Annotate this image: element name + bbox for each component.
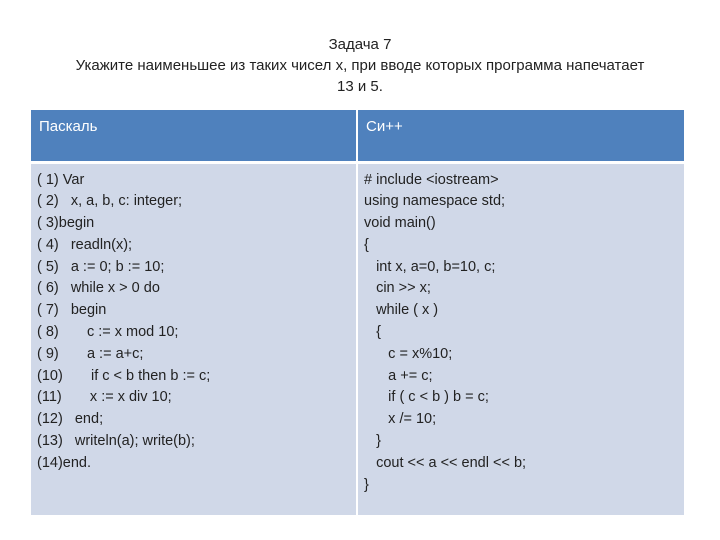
table-header-row: [31, 110, 684, 162]
cpp-line: int x, a=0, b=10, c;: [364, 258, 496, 275]
pascal-line: (13) writeln(a); write(b);: [37, 433, 195, 450]
cpp-code-cell: [357, 162, 684, 515]
pascal-line: ( 9) a := a+c;: [37, 345, 144, 362]
cpp-line: }: [364, 433, 381, 450]
cpp-line: if ( c < b ) b = c;: [364, 389, 489, 406]
pascal-line: ( 2) x, a, b, c: integer;: [37, 193, 183, 210]
pascal-line: (10) if c < b then b := c;: [37, 367, 211, 384]
cpp-line: # include <iostream>: [364, 171, 499, 188]
cpp-line: x /= 10;: [364, 411, 437, 428]
cpp-line: }: [364, 476, 369, 493]
task-question-line-1: Укажите наименьшее из таких чисел x, при вводе которых программа напечатает: [75, 57, 645, 74]
header-pascal: Паскаль: [31, 110, 357, 162]
pascal-line: ( 3)begin: [37, 215, 95, 232]
pascal-line: ( 8) c := x mod 10;: [37, 324, 179, 341]
cpp-line: {: [364, 236, 369, 253]
task-number: Задача 7: [328, 36, 392, 53]
pascal-line: (14)end.: [37, 454, 92, 471]
cpp-line: {: [364, 324, 381, 341]
cpp-line: using namespace std;: [364, 193, 506, 210]
cpp-line: while ( x ): [364, 302, 439, 319]
pascal-line: ( 5) a := 0; b := 10;: [37, 258, 165, 275]
pascal-line: ( 1) Var: [37, 171, 85, 188]
pascal-line: (11) x := x div 10;: [37, 389, 172, 406]
cpp-line: c = x%10;: [364, 345, 453, 362]
task-question-line-2: 13 и 5.: [337, 78, 383, 95]
code-comparison-table: [31, 110, 684, 515]
cpp-line: void main(): [364, 215, 436, 232]
pascal-line: ( 7) begin: [37, 302, 107, 319]
pascal-line: (12) end;: [37, 411, 104, 428]
pascal-code-cell: [31, 162, 357, 515]
cpp-line: cin >> x;: [364, 280, 431, 297]
table-row: [31, 162, 684, 515]
header-cpp: Си++: [357, 110, 684, 162]
pascal-line: ( 4) readln(x);: [37, 236, 133, 253]
cpp-line: a += c;: [364, 367, 433, 384]
task-title: [0, 34, 720, 97]
cpp-line: cout << a << endl << b;: [364, 454, 527, 471]
pascal-line: ( 6) while x > 0 do: [37, 280, 160, 297]
